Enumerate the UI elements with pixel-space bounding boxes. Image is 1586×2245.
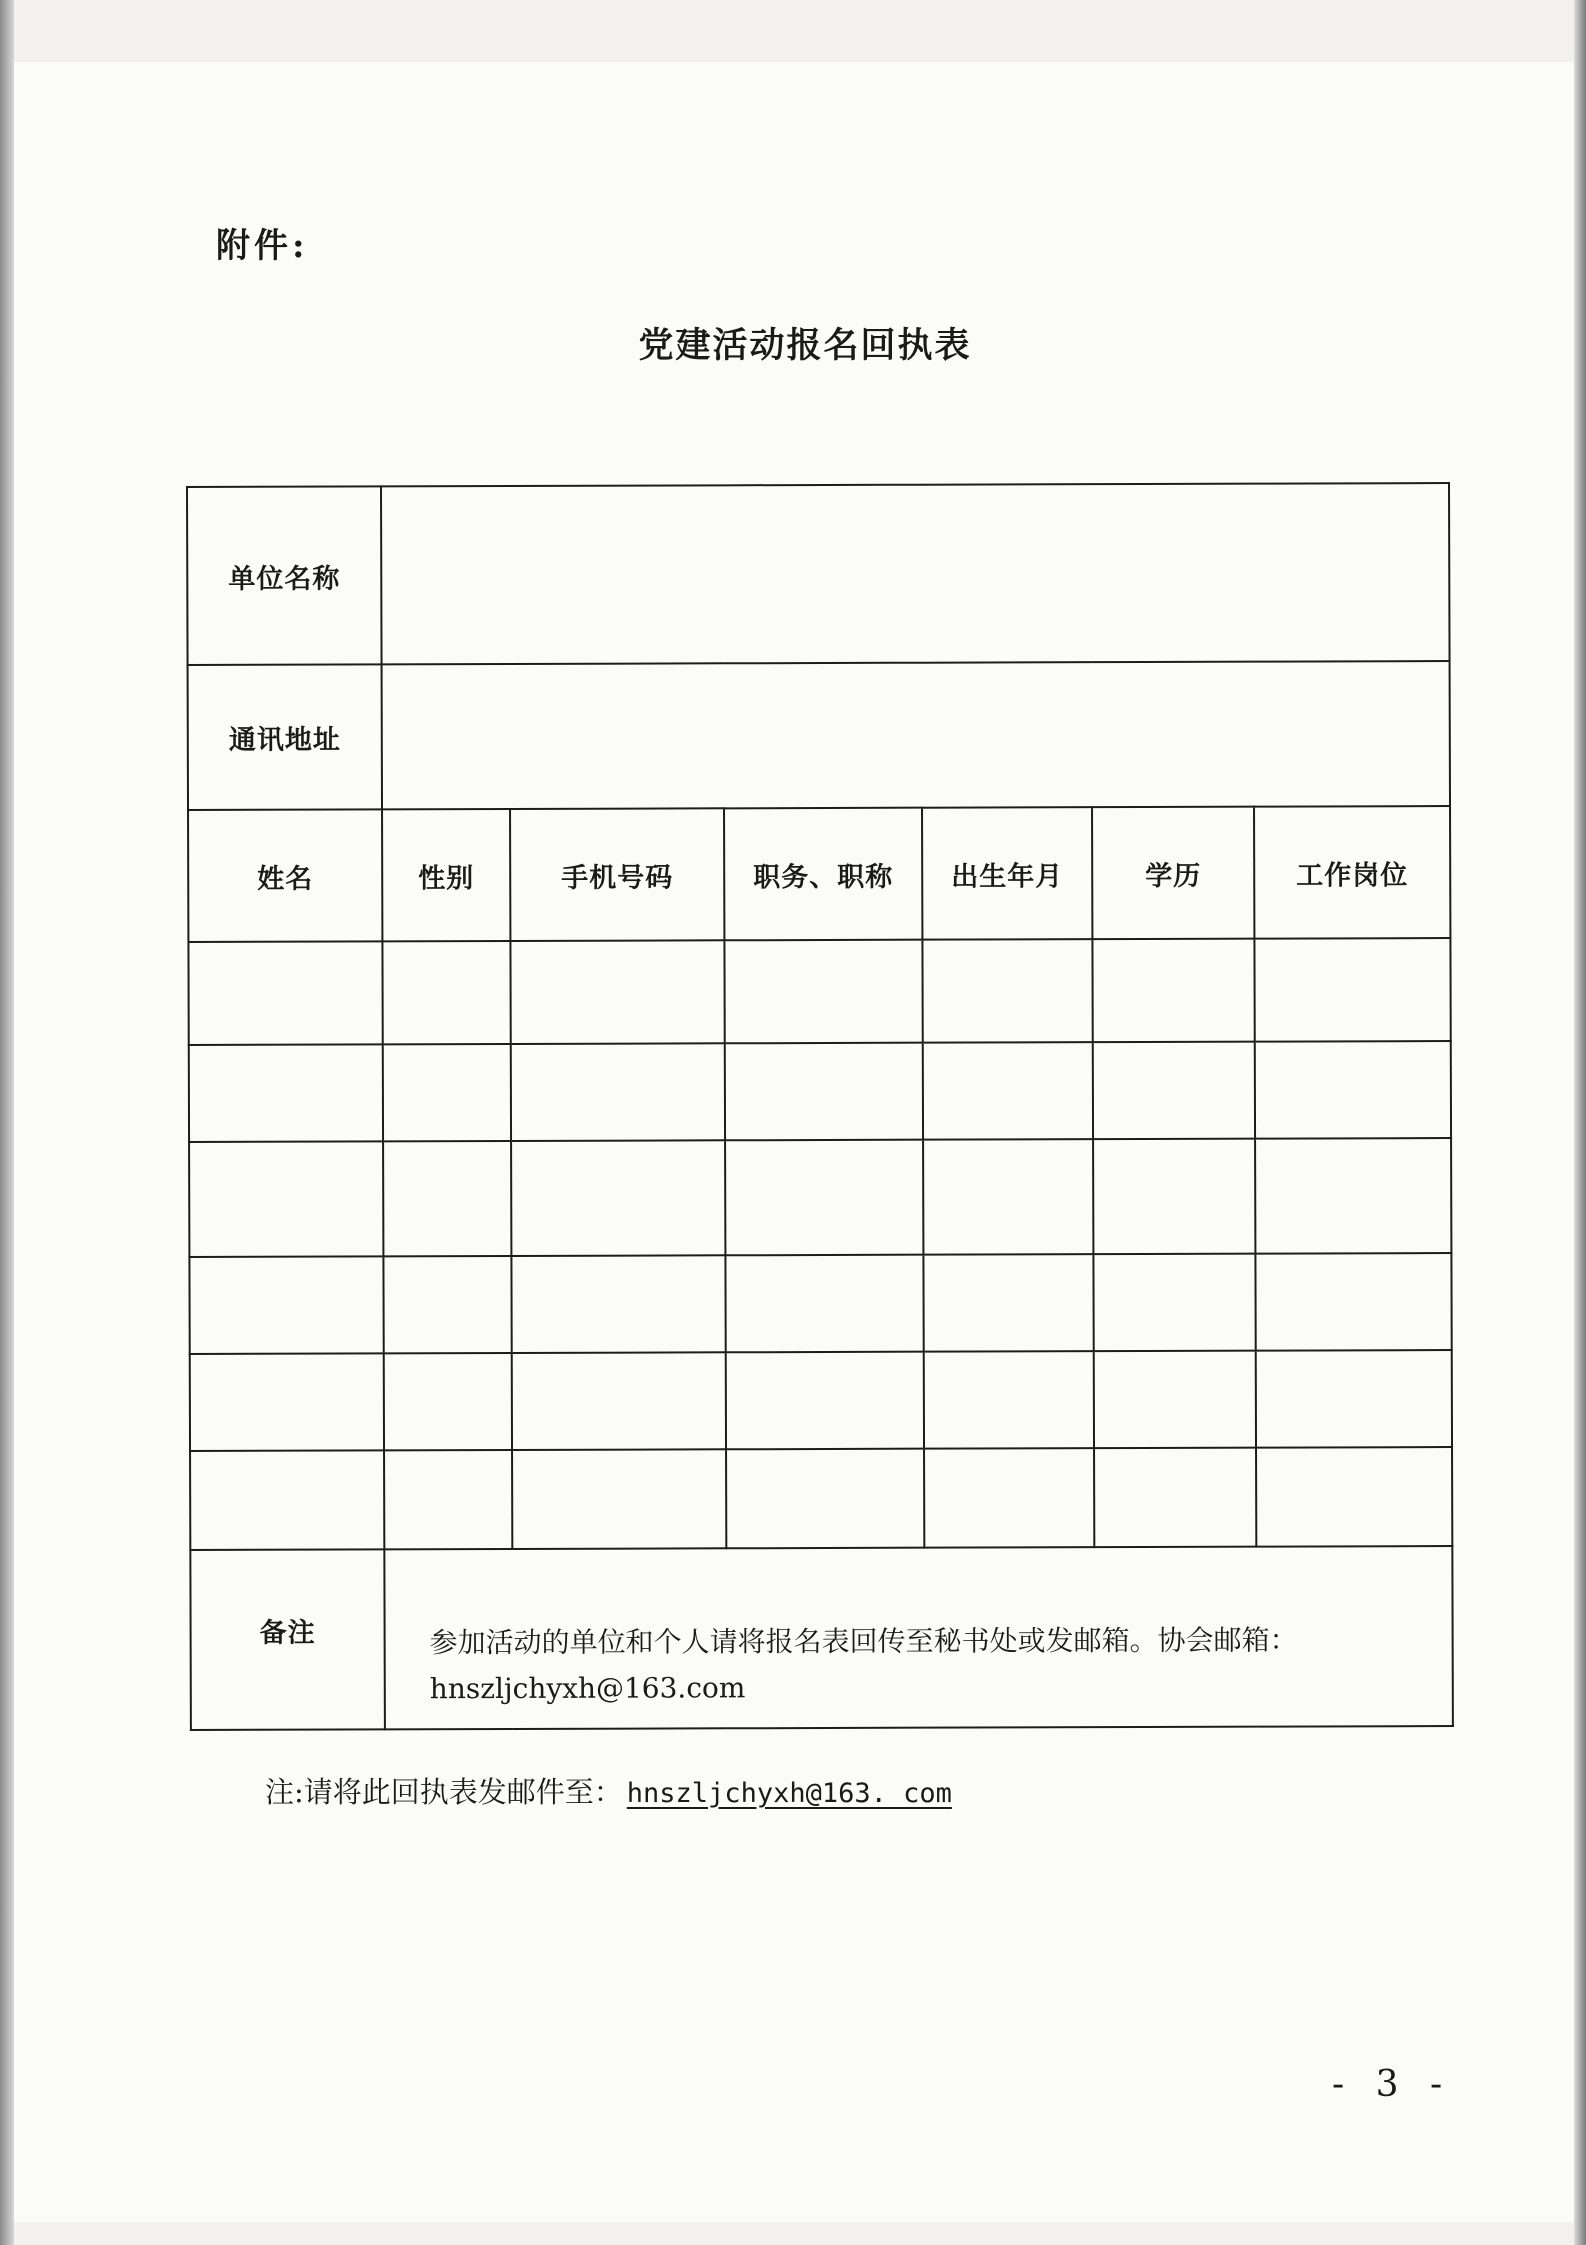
phone-cell[interactable]: [510, 940, 724, 1044]
name-cell[interactable]: [188, 941, 382, 1045]
attachment-label: 附件:: [216, 226, 309, 266]
phone-cell[interactable]: [511, 1140, 725, 1256]
notes-row: [190, 1546, 1453, 1730]
education-cell[interactable]: [1094, 1351, 1256, 1449]
table-row: [190, 1447, 1452, 1550]
name-cell[interactable]: [190, 1353, 384, 1451]
table-row: [189, 1138, 1451, 1257]
birth-date-cell[interactable]: [923, 1042, 1093, 1140]
gender-cell[interactable]: [383, 1141, 511, 1256]
document-title: 党建活动报名回执表: [638, 326, 972, 366]
birth-date-cell[interactable]: [922, 939, 1092, 1043]
name-cell[interactable]: [189, 1256, 383, 1354]
page-number: - 3 -: [1332, 2064, 1453, 2105]
column-header-name: 姓名: [188, 809, 382, 942]
address-field[interactable]: [382, 661, 1450, 809]
column-header-gender: 性别: [382, 809, 510, 941]
education-cell[interactable]: [1093, 1042, 1255, 1140]
gender-cell[interactable]: [384, 1353, 512, 1450]
column-header-job-post: 工作岗位: [1254, 806, 1450, 939]
birth-date-cell[interactable]: [923, 1254, 1093, 1352]
footer-note-prefix: 注:请将此回执表发邮件至：: [265, 1775, 623, 1809]
footer-note: [265, 1770, 952, 1811]
phone-cell[interactable]: [511, 1255, 725, 1353]
notes-content: [384, 1546, 1453, 1729]
phone-cell[interactable]: [512, 1449, 726, 1549]
table-row: [189, 1253, 1451, 1354]
registration-form-table: [186, 482, 1454, 1731]
gender-cell[interactable]: [384, 1450, 512, 1549]
job-post-cell[interactable]: [1255, 1138, 1451, 1254]
unit-name-field[interactable]: [381, 483, 1450, 664]
education-cell[interactable]: [1092, 939, 1254, 1043]
table-row: [188, 938, 1450, 1045]
column-header-position-title: 职务、职称: [724, 808, 922, 941]
phone-cell[interactable]: [511, 1043, 725, 1141]
birth-date-cell[interactable]: [924, 1351, 1094, 1449]
address-label: 通讯地址: [188, 664, 382, 810]
education-cell[interactable]: [1094, 1448, 1256, 1548]
job-post-cell[interactable]: [1255, 1253, 1451, 1351]
position-title-cell[interactable]: [725, 1140, 923, 1256]
position-title-cell[interactable]: [725, 1255, 923, 1353]
position-title-cell[interactable]: [724, 940, 922, 1044]
table-row: [189, 1041, 1451, 1142]
position-title-cell[interactable]: [726, 1352, 924, 1450]
name-cell[interactable]: [189, 1044, 383, 1142]
name-cell[interactable]: [190, 1450, 384, 1550]
address-row: [188, 661, 1450, 810]
table-row: [190, 1350, 1452, 1451]
education-cell[interactable]: [1093, 1139, 1255, 1255]
birth-date-cell[interactable]: [924, 1448, 1094, 1548]
education-cell[interactable]: [1093, 1254, 1255, 1352]
column-header-phone: 手机号码: [510, 808, 724, 941]
job-post-cell[interactable]: [1256, 1447, 1452, 1547]
position-title-cell[interactable]: [726, 1449, 924, 1549]
job-post-cell[interactable]: [1254, 938, 1450, 1042]
footer-email-link[interactable]: hnszljchyxh@163. com: [626, 1778, 952, 1809]
unit-name-row: [187, 483, 1450, 665]
gender-cell[interactable]: [383, 1256, 511, 1353]
notes-label: 备注: [190, 1549, 385, 1730]
column-header-row: [188, 806, 1450, 942]
unit-name-label: 单位名称: [187, 486, 382, 665]
gender-cell[interactable]: [383, 1044, 511, 1141]
birth-date-cell[interactable]: [923, 1139, 1093, 1255]
phone-cell[interactable]: [512, 1352, 726, 1450]
gender-cell[interactable]: [382, 941, 510, 1044]
job-post-cell[interactable]: [1255, 1041, 1451, 1139]
position-title-cell[interactable]: [725, 1043, 923, 1141]
notes-text: 参加活动的单位和个人请将报名表回传至秘书处或发邮箱。协会邮箱：hnszljchyxh@163.com: [429, 1623, 1298, 1706]
column-header-education: 学历: [1092, 807, 1254, 940]
job-post-cell[interactable]: [1256, 1350, 1452, 1448]
column-header-birth-date: 出生年月: [922, 807, 1092, 940]
name-cell[interactable]: [189, 1141, 383, 1257]
